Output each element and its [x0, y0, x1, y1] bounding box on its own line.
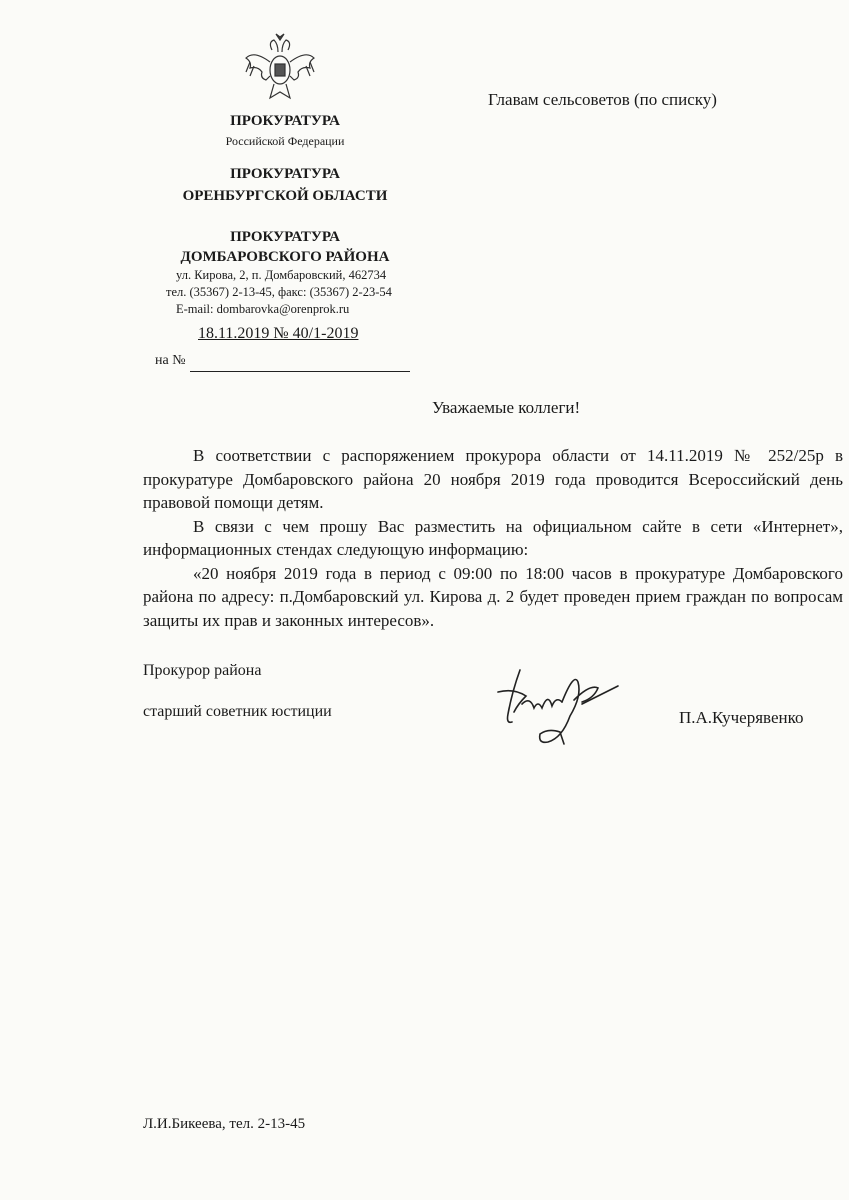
org-phone: тел. (35367) 2-13-45, факс: (35367) 2-23-54 [166, 285, 392, 299]
paragraph: «20 ноября 2019 года в период с 09:00 по 18:00 часов в прокуратуре Домбаровского района по адресу: п.Домбаровский ул. Кирова д. 2 будет проведен прием граждан по вопросам защиты их прав и законных интересов». [143, 563, 843, 630]
reference-blank-line [190, 371, 410, 372]
signer-name: П.А.Кучерявенко [679, 708, 804, 727]
reg-number: 18.11.2019 № 40/1-2019 [198, 325, 359, 342]
handwritten-signature [478, 652, 628, 762]
executor-contact: Л.И.Бикеева, тел. 2-13-45 [143, 1116, 306, 1132]
paragraph: В связи с чем прошу Вас разместить на официальном сайте в сети «Интернет», информационных стендах следующую информацию: [143, 516, 843, 559]
recipient: Главам сельсоветов (по списку) [488, 90, 717, 109]
org-title-1: ПРОКУРАТУРА [230, 113, 340, 129]
paragraph: В соответствии с распоряжением прокурора области от 14.11.2019 № 252/25р в прокуратуре Домбаровского района 20 ноября 2019 года проводится Всероссийский день правовой помощи детям. [143, 446, 843, 512]
signer-rank: старший советник юстиции [143, 703, 332, 720]
coat-of-arms-icon [240, 32, 320, 104]
org-title-3: ПРОКУРАТУРА [230, 229, 340, 245]
org-district: ДОМБАРОВСКОГО РАЙОНА [180, 249, 390, 265]
org-address: ул. Кирова, 2, п. Домбаровский, 462734 [176, 268, 387, 282]
org-subtitle: Российской Федерации [225, 134, 345, 148]
reference-label: на № [155, 353, 186, 368]
signer-position: Прокурор района [143, 662, 262, 679]
letter-body [143, 444, 843, 632]
org-email: E-mail: dombarovka@orenprok.ru [176, 302, 350, 316]
org-title-2: ПРОКУРАТУРА [230, 166, 340, 182]
greeting: Уважаемые коллеги! [432, 398, 581, 417]
org-region: ОРЕНБУРГСКОЙ ОБЛАСТИ [182, 188, 388, 204]
